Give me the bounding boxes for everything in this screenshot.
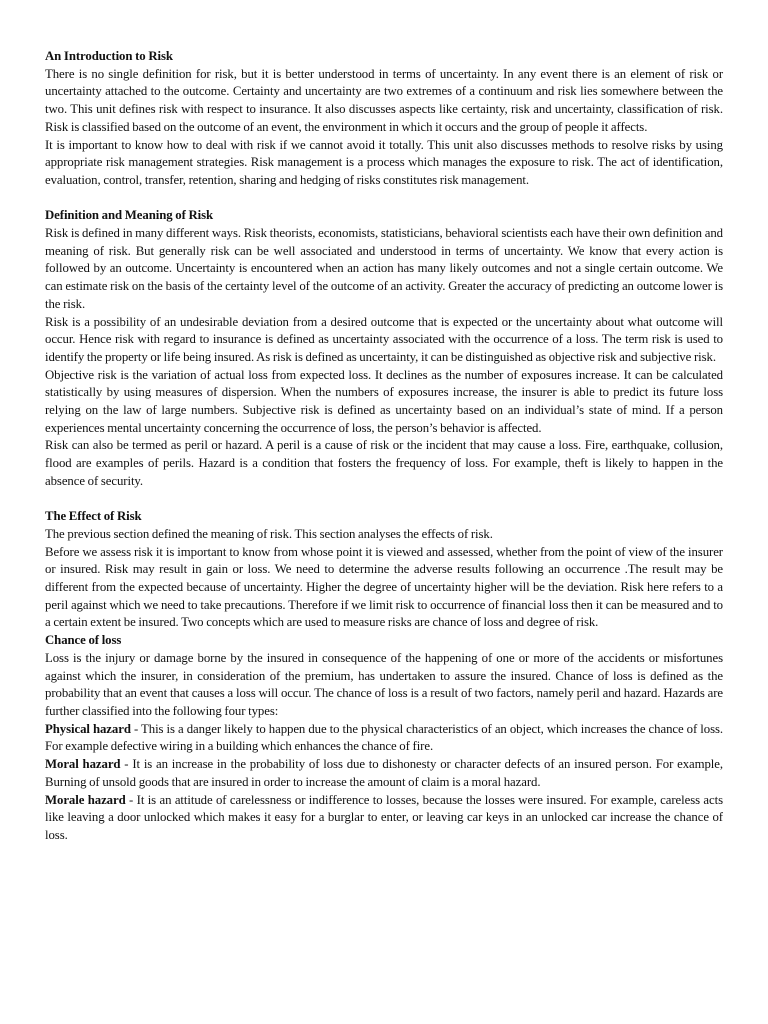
hazard-definition	[45, 792, 723, 845]
section-heading: An Introduction to Risk	[45, 49, 173, 63]
section-spacer	[45, 190, 723, 208]
section-chance-of-loss	[45, 632, 723, 844]
hazard-description: - It is an attitude of carelessness or indifference to losses, because the losses were insured. For example, careless acts like leaving a door unlocked which makes it easy for a burglar to enter, or leaving car keys in an unlocked car increase the chance of loss.	[45, 792, 723, 842]
section-definition	[45, 207, 723, 490]
hazard-description: - This is a danger likely to happen due to the physical characteristics of an object, which increases the chance of loss. For example defective wiring in a building which enhances the chance of fire.	[45, 721, 723, 754]
hazard-term: Physical hazard	[45, 721, 131, 736]
hazard-definition	[45, 756, 723, 791]
section-introduction	[45, 48, 723, 190]
section-effect	[45, 508, 723, 632]
document-page	[45, 48, 723, 845]
paragraph: Risk can also be termed as peril or hazard. A peril is a cause of risk or the incident that may cause a loss. Fire, earthquake, collusion, flood are examples of perils. Hazard is a condition that fosters the frequency of loss. For example, theft is likely to happen in the absence of security.	[45, 438, 723, 488]
paragraph: Risk is defined in many different ways. Risk theorists, economists, statisticians, behavioral scientists each have their own definition and meaning of risk. But generally risk can be well associated and understood in terms of uncertainty. We know that every action is followed by an outcome. Uncertainty is encountered when an action has many likely outcomes and not a single certain outcome. We can estimate risk on the basis of the certainty level of the outcome of an activity. Greater the accuracy of predicting an outcome lower is the risk.	[45, 226, 723, 311]
paragraph: There is no single definition for risk, but it is better understood in terms of uncertainty. In any event there is an element of risk or uncertainty attached to the outcome. Certainty and uncertainty are two extremes of a continuum and risk lies somewhere between the two. This unit defines risk with respect to insurance. It also discusses aspects like certainty, risk and uncertainty, classification of risk. Risk is classified based on the outcome of an event, the environment in which it occurs and the group of people it affects.	[45, 66, 723, 134]
hazard-term: Morale hazard	[45, 792, 126, 807]
section-spacer	[45, 491, 723, 509]
paragraph: The previous section defined the meaning of risk. This section analyses the effects of risk.	[45, 526, 493, 541]
section-heading: Definition and Meaning of Risk	[45, 208, 214, 223]
hazard-definition	[45, 721, 723, 756]
section-heading: The Effect of Risk	[45, 509, 142, 524]
section-heading: Chance of loss	[45, 633, 122, 648]
hazard-term: Moral hazard	[45, 757, 121, 772]
paragraph: Before we assess risk it is important to know from whose point it is viewed and assessed, whether from the point of view of the insurer or insured. Risk may result in gain or loss. We need to determine the adverse results following an occurrence .The result may be different from the expected because of uncertainty. Higher the degree of uncertainty higher will be the deviation. Risk here refers to a peril against which we need to take precautions. Therefore if we limit risk to occurrence of financial loss then it can be measured and to a certain extent be insured. Two concepts which are used to measure risks are chance of loss and degree of risk.	[45, 544, 723, 630]
paragraph: Objective risk is the variation of actual loss from expected loss. It declines as the number of exposures increase. It can be calculated statistically by using measures of dispersion. When the numbers of exposures increase, the insurer is able to predict its future loss relying on the law of large numbers. Subjective risk is defined as uncertainty based on an individual’s state of mind. If a person experiences mental uncertainty concerning the occurrence of loss, the person’s behavior is affected.	[45, 367, 723, 435]
paragraph: It is important to know how to deal with risk if we cannot avoid it totally. This unit also discusses methods to resolve risks by using appropriate risk management strategies. Risk management is a process which manages the exposure to risk. The act of identification, evaluation, control, transfer, retention, sharing and hedging of risks constitutes risk management.	[45, 137, 723, 187]
paragraph: Risk is a possibility of an undesirable deviation from a desired outcome that is expected or the uncertainty about what outcome will occur. Hence risk with regard to insurance is defined as uncertainty associated with the occurrence of a loss. The term risk is used to identify the property or life being insured. As risk is defined as uncertainty, it can be distinguished as objective risk and subjective risk.	[45, 314, 723, 364]
hazard-description: - It is an increase in the probability of loss due to dishonesty or character defects of an insured person. For example, Burning of unsold goods that are insured in order to increase the amount of claim is a moral hazard.	[45, 757, 723, 789]
paragraph: Loss is the injury or damage borne by the insured in consequence of the happening of one or more of the accidents or misfortunes against which the insurer, in consideration of the premium, has undertaken to assure the insured. Chance of loss is defined as the probability that an event that causes a loss will occur. The chance of loss is a result of two factors, namely peril and hazard. Hazards are further classified into the following four types:	[45, 650, 723, 718]
